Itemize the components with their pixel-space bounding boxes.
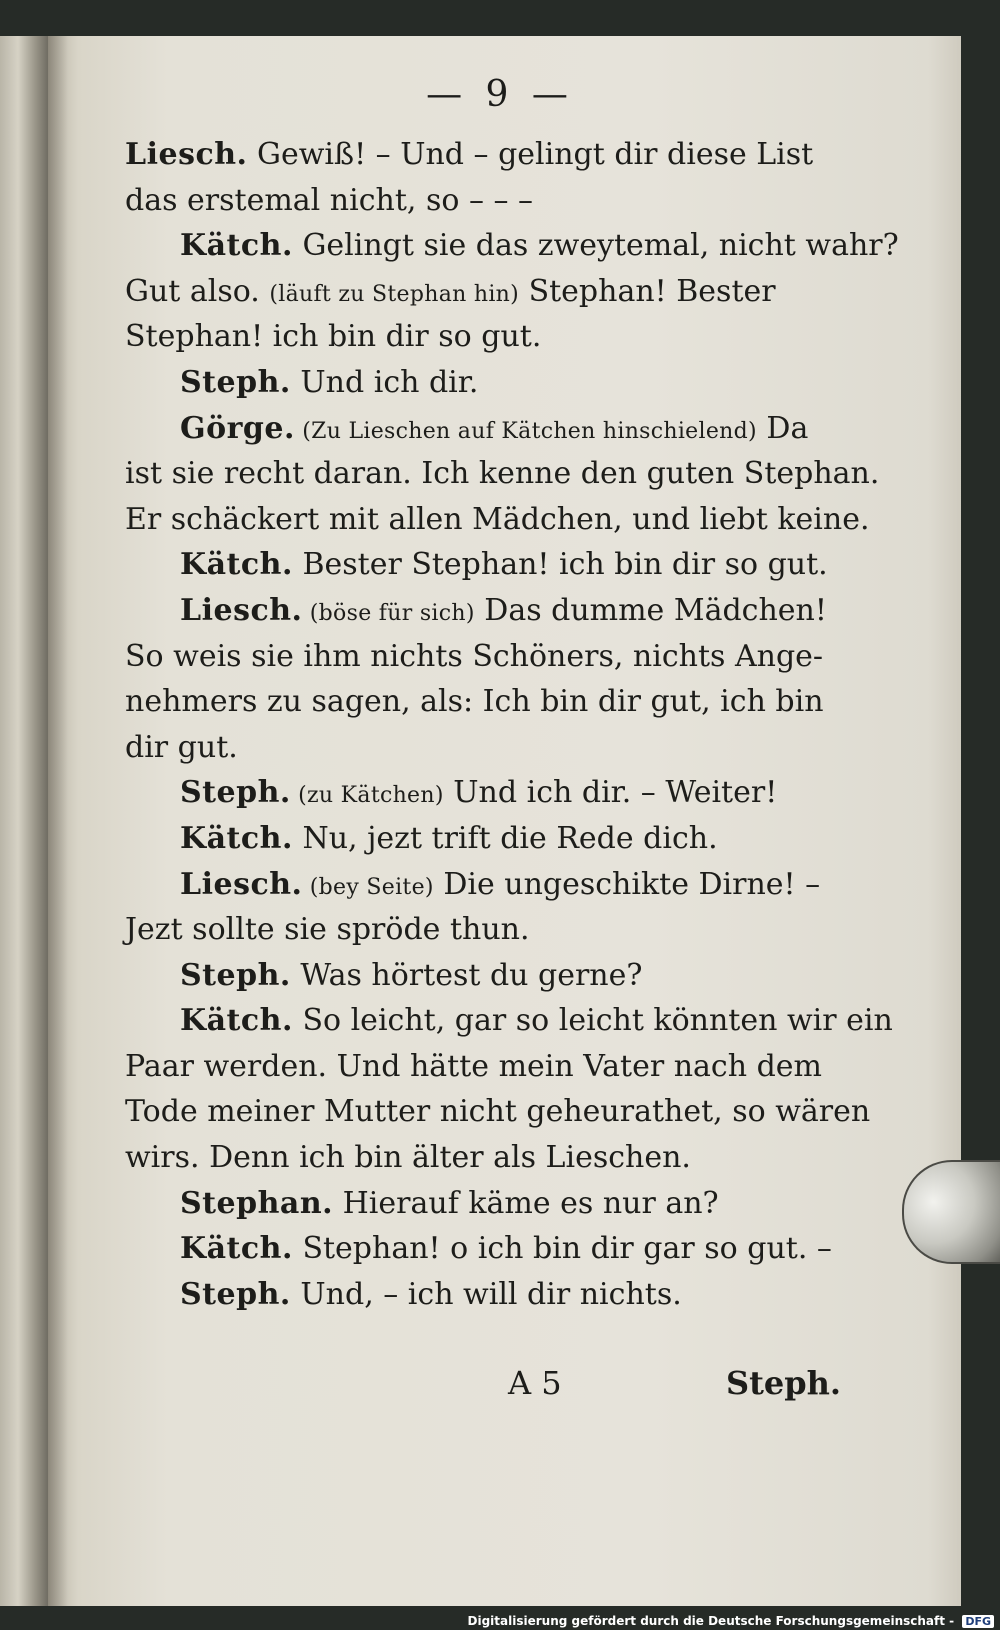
text-line: [125, 725, 825, 771]
stage-direction: (zu Kätchen): [290, 783, 444, 809]
text-line: [125, 907, 825, 953]
text-line: [125, 542, 828, 588]
text-line: [125, 1226, 832, 1272]
text-line: [125, 953, 825, 999]
line-text: ist sie recht daran. Ich kenne den guten Stephan.: [125, 456, 880, 492]
text-line: [125, 497, 870, 543]
text-line: [125, 132, 825, 178]
text-line: [125, 998, 893, 1044]
line-text: Und, – ich will dir nichts.: [290, 1276, 682, 1312]
line-text: Tode meiner Mutter nicht geheurathet, so wären: [125, 1094, 871, 1130]
line-text: Gelingt sie das zweytemal, nicht wahr?: [292, 228, 899, 264]
speaker-name: Steph.: [180, 775, 291, 811]
line-text: Nu, jezt trift die Rede dich.: [292, 820, 718, 856]
dialogue-text: [125, 132, 899, 1317]
text-line: [125, 679, 825, 725]
text-line: [125, 223, 899, 269]
text-line: [125, 314, 825, 360]
line-text: Und ich dir. – Weiter!: [443, 775, 778, 811]
speaker-name: Kätch.: [180, 1003, 293, 1039]
stage-direction: (böse für sich): [302, 600, 475, 626]
text-line: [125, 269, 825, 315]
line-text: nehmers zu sagen, als: Ich bin dir gut, ich bin: [125, 684, 824, 720]
line-text: So leicht, gar so leicht könnten wir ein: [292, 1003, 893, 1039]
text-line: [125, 178, 825, 224]
line-text: das erstemal nicht, so – – –: [125, 182, 534, 218]
speaker-name: Kätch.: [180, 1231, 293, 1267]
page-clip: [902, 1160, 1000, 1264]
line-text: Was hörtest du gerne?: [290, 957, 643, 993]
line-text: Stephan! Bester: [519, 273, 776, 309]
text-line: [125, 770, 825, 816]
line-text: Und ich dir.: [290, 364, 479, 400]
stage-direction: (bey Seite): [302, 874, 434, 900]
speaker-name: Liesch.: [180, 866, 303, 902]
line-text: Gewiß! – Und – gelingt dir diese List: [247, 137, 814, 172]
line-text: Paar werden. Und hätte mein Vater nach dem: [125, 1048, 822, 1084]
dfg-logo-icon: DFG: [962, 1615, 994, 1628]
speaker-name: Steph.: [180, 957, 291, 993]
digitization-credit: [468, 1614, 994, 1628]
page-footer: [0, 1364, 1000, 1414]
line-text: Hierauf käme es nur an?: [333, 1185, 719, 1221]
speaker-name: Görge.: [180, 410, 295, 446]
text-line: [125, 1135, 825, 1181]
text-line: [125, 1089, 871, 1135]
page-number: — 9 —: [426, 74, 574, 115]
text-line: [125, 1044, 825, 1090]
speaker-name: Kätch.: [180, 547, 293, 583]
line-text: Jezt sollte sie spröde thun.: [125, 912, 530, 948]
line-text: dir gut.: [125, 729, 238, 765]
line-text: Er schäckert mit allen Mädchen, und liebt keine.: [125, 501, 870, 537]
text-line: [125, 1272, 825, 1318]
line-text: Die ungeschikte Dirne! –: [433, 866, 821, 902]
line-text: Stephan! ich bin dir so gut.: [125, 319, 542, 355]
line-text: Das dumme Mädchen!: [474, 592, 827, 628]
text-line: [125, 862, 825, 908]
stage-direction: (läuft zu Stephan hin): [269, 281, 520, 307]
text-line: [125, 1181, 825, 1227]
speaker-name: Steph.: [180, 1276, 291, 1312]
text-line: [125, 588, 825, 634]
text-line: [125, 406, 825, 452]
line-text: Stephan! o ich bin dir gar so gut. –: [292, 1231, 832, 1267]
text-line: [125, 451, 880, 497]
line-text: Gut also.: [125, 273, 270, 309]
line-text: So weis sie ihm nichts Schöners, nichts Ange-: [125, 638, 824, 674]
speaker-name: Steph.: [180, 364, 291, 400]
text-line: [125, 634, 825, 680]
speaker-name: Stephan.: [180, 1185, 334, 1221]
text-line: [125, 816, 825, 862]
line-text: wirs. Denn ich bin älter als Lieschen.: [125, 1140, 691, 1176]
speaker-name: Liesch.: [180, 592, 303, 628]
stage-direction: (Zu Lieschen auf Kätchen hinschielend): [294, 418, 757, 444]
line-text: Bester Stephan! ich bin dir so gut.: [292, 547, 828, 583]
line-text: Da: [756, 410, 809, 446]
text-line: [125, 360, 825, 406]
catchword: Steph.: [726, 1364, 842, 1402]
signature-mark: A 5: [508, 1364, 562, 1402]
credit-text: Digitalisierung gefördert durch die Deutsche Forschungsgemeinschaft -: [467, 1614, 955, 1628]
speaker-name: Kätch.: [180, 228, 293, 264]
speaker-name: Kätch.: [180, 820, 293, 856]
speaker-name: Liesch.: [125, 137, 248, 172]
